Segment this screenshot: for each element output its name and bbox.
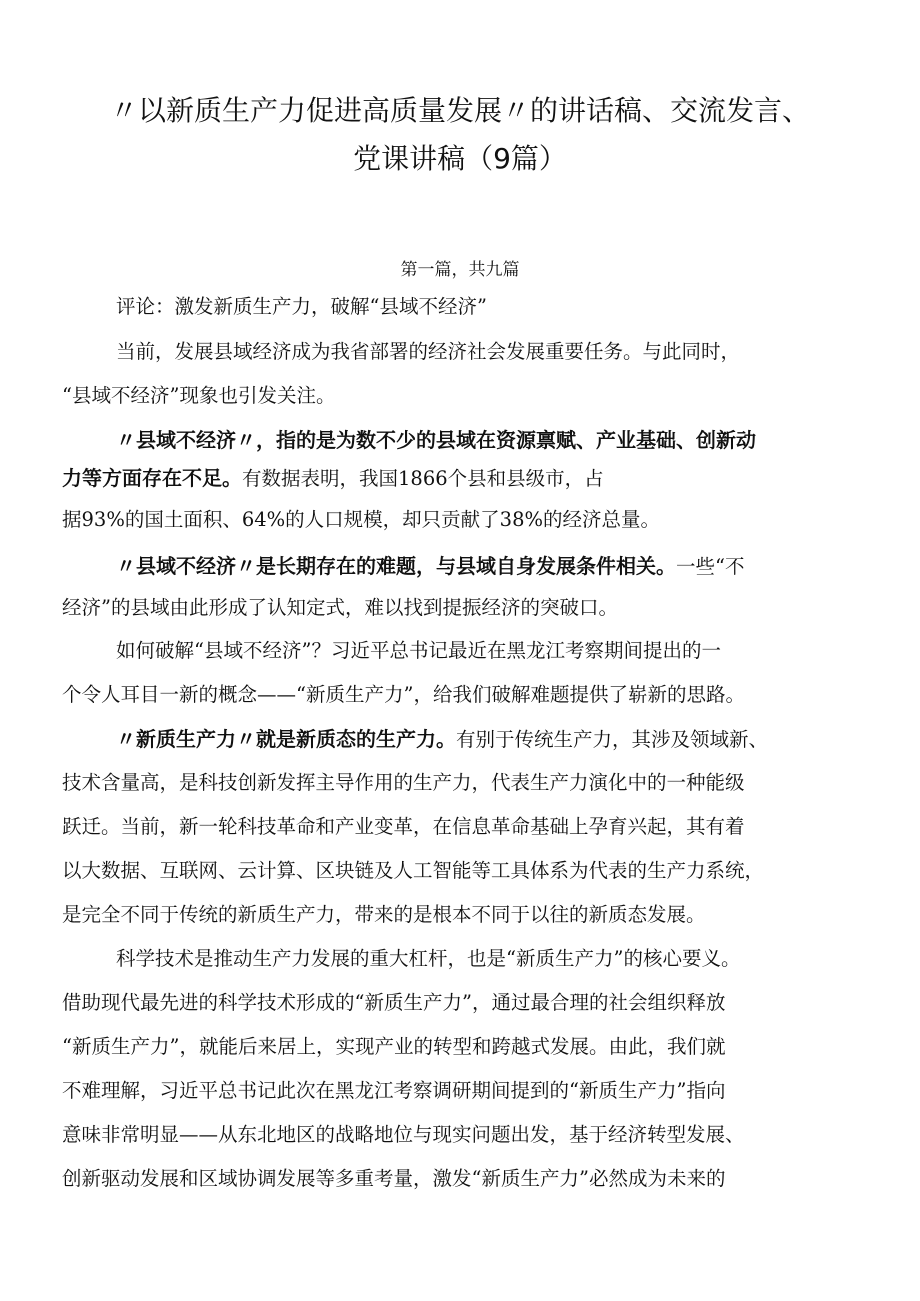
text-line: 科学技术是推动生产力发展的重大杠杆，也是“新质生产力”的核心要义。 — [116, 947, 741, 970]
text-line: “县域不经济”现象也引发关注。 — [62, 384, 336, 407]
bold-lead-line: 〃县域不经济〃，指的是为数不少的县域在资源禀赋、产业基础、创新动 — [116, 428, 756, 452]
bold-lead-text: 〃新质生产力〃就是新质态的生产力。 — [116, 727, 456, 751]
text-line: 以大数据、互联网、云计算、区块链及人工智能等工具体系为代表的生产力系统， — [62, 859, 765, 882]
text-line: “新质生产力”，就能后来居上，实现产业的转型和跨越式发展。由此，我们就 — [62, 1035, 726, 1058]
text-line: 据93%的国土面积、64%的人口规模，却只贡献了38%的经济总量。 — [62, 508, 661, 531]
document-title-line-1: 〃以新质生产力促进高质量发展〃的讲话稿、交流发言、 — [109, 94, 810, 127]
text-line: 当前，发展县域经济成为我省部署的经济社会发展重要任务。与此同时， — [116, 340, 741, 363]
text-line — [116, 551, 916, 582]
body-text: 有数据表明，我国1866个县和县级市，占 — [242, 467, 604, 490]
text-line: 经济”的县域由此形成了认知定式，难以找到提振经济的突破口。 — [62, 596, 618, 619]
text-line: 评论：激发新质生产力，破解“县域不经济” — [116, 295, 487, 318]
text-line: 创新驱动发展和区域协调发展等多重考量，激发“新质生产力”必然成为未来的 — [62, 1167, 726, 1190]
text-line — [62, 463, 862, 494]
text-line: 跃迁。当前，新一轮科技革命和产业变革，在信息革命基础上孕育兴起，其有着 — [62, 815, 745, 838]
text-line: 借助现代最先进的科学技术形成的“新质生产力”，通过最合理的社会组织释放 — [62, 991, 726, 1014]
body-text: 有别于传统生产力，其涉及领域新、 — [456, 728, 769, 751]
bold-lead-text: 〃县域不经济〃是长期存在的难题，与县域自身发展条件相关。 — [116, 554, 676, 578]
text-line: 是完全不同于传统的新质生产力，带来的是根本不同于以往的新质态发展。 — [62, 903, 706, 926]
text-line: 如何破解“县域不经济”？习近平总书记最近在黑龙江考察期间提出的一 — [116, 639, 721, 662]
text-line: 技术含量高，是科技创新发挥主导作用的生产力，代表生产力演化中的一种能级 — [62, 771, 745, 794]
bold-lead-text: 力等方面存在不足。 — [62, 466, 242, 490]
text-line: 不难理解，习近平总书记此次在黑龙江考察调研期间提到的“新质生产力”指向 — [62, 1079, 726, 1102]
text-line: 意味非常明显——从东北地区的战略地位与现实问题出发，基于经济转型发展、 — [62, 1123, 745, 1146]
body-text: 一些“不 — [676, 555, 745, 578]
section-heading: 第一篇，共九篇 — [400, 260, 520, 280]
document-title-line-2: 党课讲稿（9篇） — [353, 142, 567, 175]
text-line — [116, 724, 916, 755]
text-line: 个令人耳目一新的概念——“新质生产力”，给我们破解难题提供了崭新的思路。 — [62, 683, 745, 706]
